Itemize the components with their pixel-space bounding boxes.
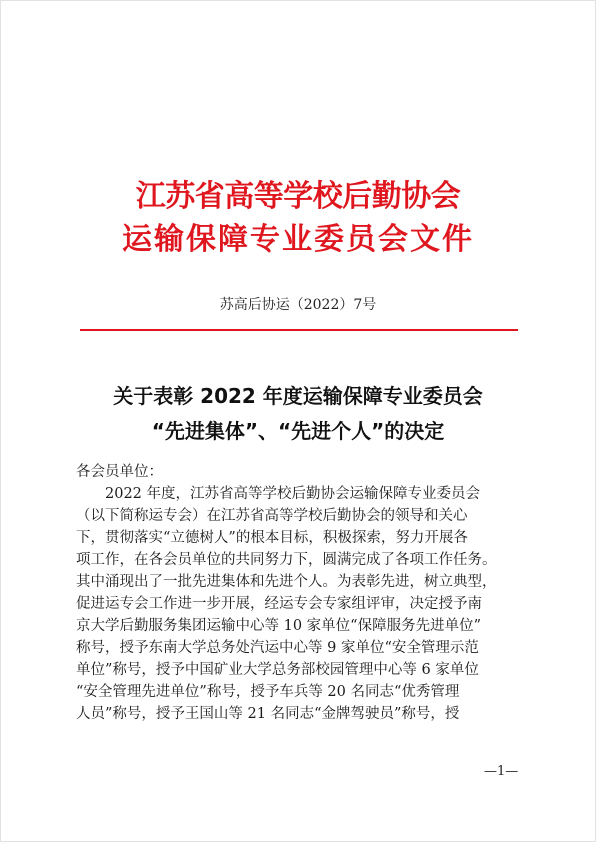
document-number: 苏高后协运（2022）7号 — [219, 297, 377, 313]
body-line: 单位”称号，授予中国矿业大学总务部校园管理中心等 6 家单位 — [76, 662, 479, 678]
body-line: 人员”称号，授予王国山等 21 名同志“金牌驾驶员”称号，授 — [76, 706, 460, 722]
document-title-line-2: “先进集体”、“先进个人”的决定 — [151, 419, 445, 443]
header-org-name: 江苏省高等学校后勤协会 — [135, 179, 461, 214]
body-line: 其中涌现出了一批先进集体和先进个人。为表彰先进，树立典型， — [76, 574, 497, 590]
body-line: 2022 年度，江苏省高等学校后勤协会运输保障专业委员会 — [76, 486, 481, 502]
body-line: 称号，授予东南大学总务处汽运中心等 9 家单位“安全管理示范 — [76, 640, 479, 656]
document-title-line-1: 关于表彰 2022 年度运输保障专业委员会 — [113, 384, 483, 408]
body-line: “安全管理先进单位”称号，授予车兵等 20 名同志“优秀管理 — [76, 684, 460, 700]
header-doc-type: 运输保障专业委员会文件 — [122, 222, 474, 257]
body-line: 京大学后勤服务集团运输中心等 10 家单位“保障服务先进单位” — [76, 618, 481, 634]
body-line: 促进运专会工作进一步开展，经运专会专家组评审，决定授予南 — [76, 596, 482, 612]
body-line: 下，贯彻落实“立德树人”的根本目标，积极探索，努力开展各 — [76, 530, 468, 546]
body-line: 项工作，在各会员单位的共同努力下，圆满完成了各项工作任务。 — [76, 552, 497, 568]
body-line: （以下简称运专会）在江苏省高等学校后勤协会的领导和关心 — [76, 508, 468, 524]
salutation: 各会员单位： — [76, 464, 163, 480]
red-separator-line — [80, 329, 518, 331]
page-number: —1— — [484, 764, 519, 779]
